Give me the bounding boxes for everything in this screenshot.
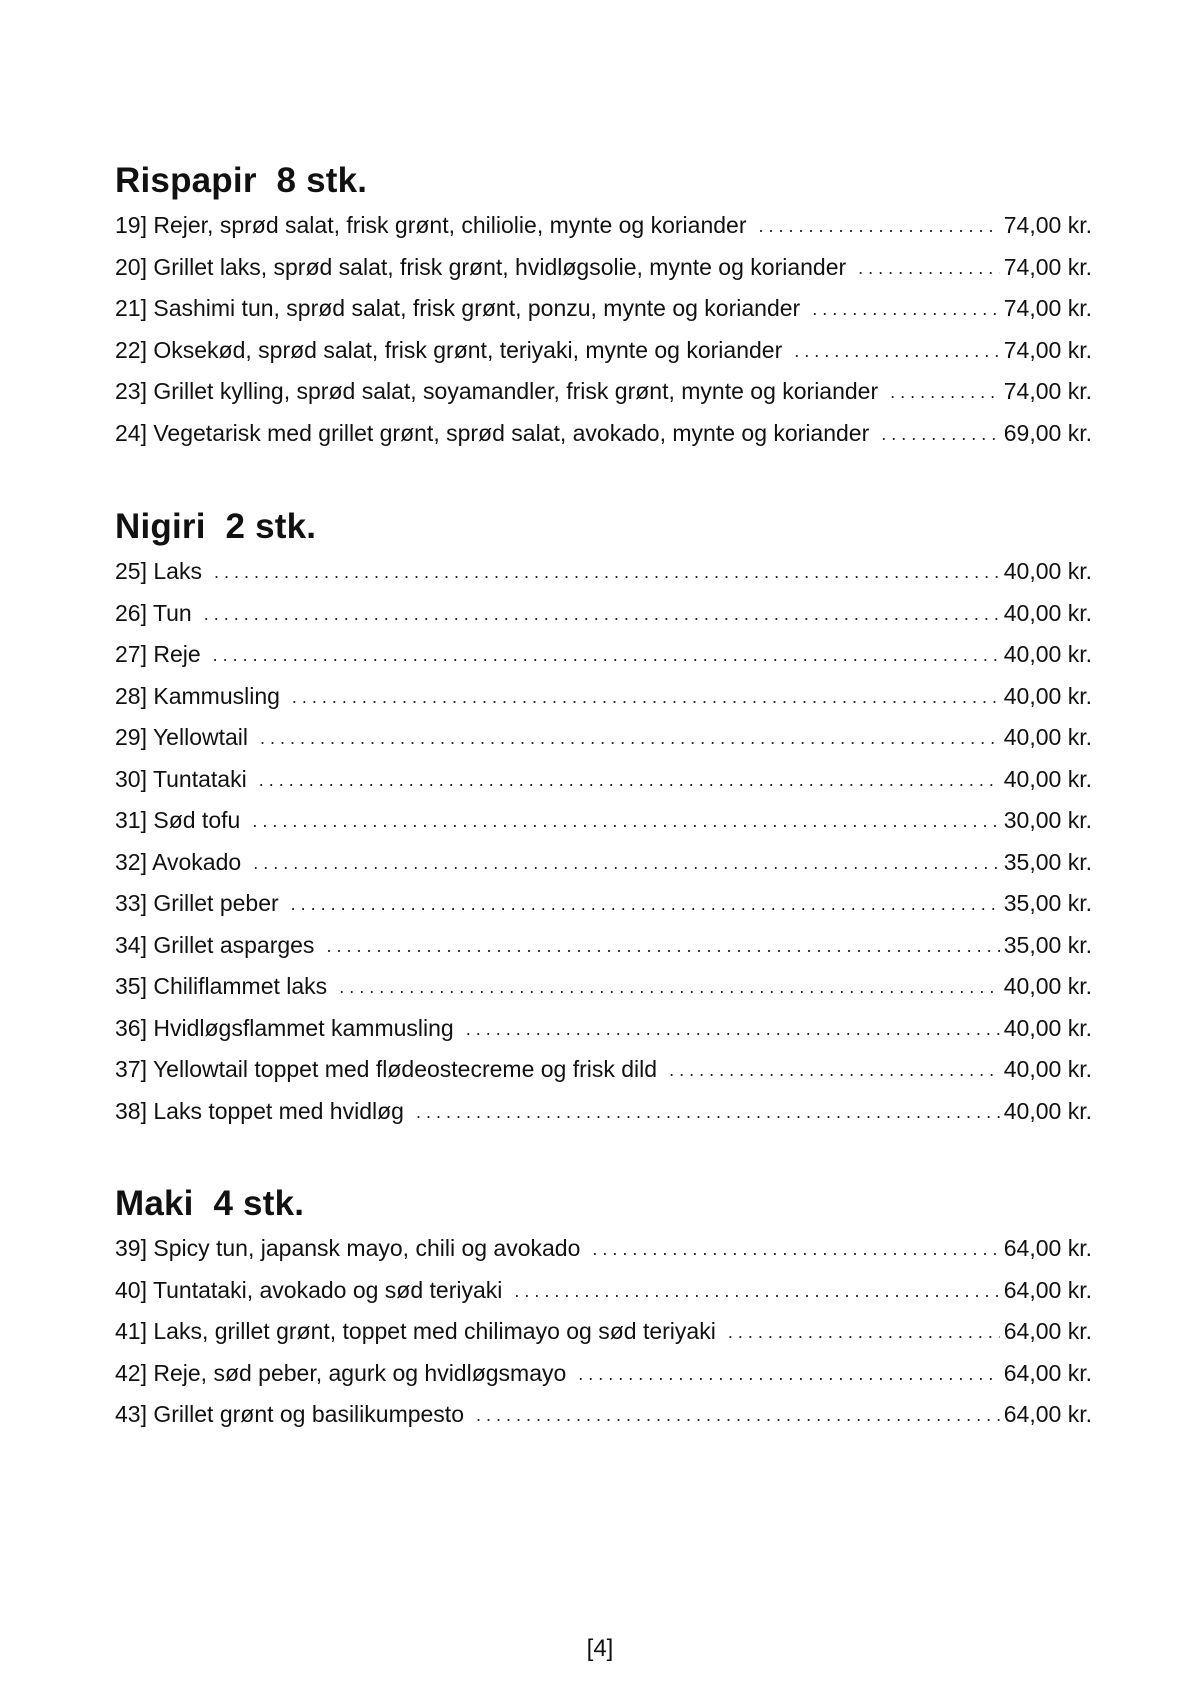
section-nigiri [115,503,1092,1132]
item-list [115,1228,1092,1436]
menu-item [115,717,1092,759]
item-name: 21] Sashimi tun, sprød salat, frisk grønt, ponzu, mynte og koriander [115,295,801,321]
item-name: 39] Spicy tun, japansk mayo, chili og avokado [115,1235,581,1261]
section-title: Maki 4 stk. [115,1184,305,1223]
dot-leader [794,331,1000,373]
menu-item [115,371,1092,413]
item-price: 74,00 kr. [1003,378,1092,404]
menu-item [115,925,1092,967]
item-name: 22] Oksekød, sprød salat, frisk grønt, teriyaki, mynte og koriander [115,336,783,363]
dot-leader [260,718,1000,760]
dot-leader [252,801,999,843]
item-price: 40,00 kr. [1003,1097,1092,1124]
section-title: Nigiri 2 stk. [115,507,317,546]
item-name: 42] Reje, sød peber, agurk og hvidløgsmayo [115,1359,567,1386]
section-title: Rispapir 8 stk. [115,161,368,200]
menu-item [115,330,1092,372]
item-name: 27] Reje [115,641,201,667]
item-name: 30] Tuntataki [115,765,247,792]
menu-item [115,1091,1092,1133]
menu-item [115,634,1092,676]
item-name: 38] Laks toppet med hvidløg [115,1097,404,1124]
item-name: 28] Kammusling [115,682,280,709]
item-price: 30,00 kr. [1003,807,1092,833]
menu-item [115,1008,1092,1050]
dot-leader [253,843,1000,885]
item-name: 26] Tun [115,599,192,626]
item-price: 35,00 kr. [1003,931,1092,958]
item-price: 74,00 kr. [1003,336,1092,363]
dot-leader [291,884,1000,926]
menu-item [115,966,1092,1008]
dot-leader [881,414,1000,456]
item-price: 74,00 kr. [1003,212,1092,238]
dot-leader [758,206,999,248]
dot-leader [890,372,1000,414]
menu-item [115,1270,1092,1312]
menu-item [115,205,1092,247]
dot-leader [213,635,1000,677]
menu-item [115,413,1092,455]
item-name: 29] Yellowtail [115,724,248,750]
item-price: 40,00 kr. [1003,599,1092,626]
item-name: 24] Vegetarisk med grillet grønt, sprød salat, avokado, mynte og koriander [115,419,870,446]
item-name: 40] Tuntataki, avokado og sød teriyaki [115,1276,503,1303]
dot-leader [339,967,1000,1009]
item-price: 40,00 kr. [1003,682,1092,709]
item-name: 19] Rejer, sprød salat, frisk grønt, chiliolie, mynte og koriander [115,212,747,238]
menu-item [115,842,1092,884]
item-price: 64,00 kr. [1003,1276,1092,1303]
menu-item [115,1353,1092,1395]
dot-leader [728,1312,1000,1354]
dot-leader [326,926,999,968]
item-price: 74,00 kr. [1003,295,1092,321]
menu-item [115,1394,1092,1436]
item-name: 36] Hvidløgsflammet kammusling [115,1014,454,1041]
item-price: 64,00 kr. [1003,1318,1092,1344]
section-maki [115,1180,1092,1436]
item-name: 31] Sød tofu [115,807,241,833]
item-price: 64,00 kr. [1003,1401,1092,1427]
item-price: 40,00 kr. [1003,1014,1092,1041]
item-name: 37] Yellowtail toppet med flødeostecreme og frisk dild [115,1056,658,1082]
item-price: 40,00 kr. [1003,724,1092,750]
menu-item [115,247,1092,289]
item-price: 40,00 kr. [1003,641,1092,667]
item-name: 32] Avokado [115,848,242,875]
menu-item [115,883,1092,925]
dot-leader [812,289,1000,331]
item-name: 41] Laks, grillet grønt, toppet med chilimayo og sød teriyaki [115,1318,716,1344]
menu-item [115,676,1092,718]
item-price: 74,00 kr. [1003,253,1092,280]
dot-leader [578,1354,999,1396]
item-price: 64,00 kr. [1003,1359,1092,1386]
menu-item [115,800,1092,842]
item-name: 25] Laks [115,558,202,584]
dot-leader [416,1092,1000,1134]
menu-item [115,288,1092,330]
dot-leader [259,760,1000,802]
item-price: 64,00 kr. [1003,1235,1092,1261]
menu-item [115,1049,1092,1091]
item-name: 33] Grillet peber [115,890,279,916]
item-price: 40,00 kr. [1003,558,1092,584]
item-name: 23] Grillet kylling, sprød salat, soyamandler, frisk grønt, mynte og koriander [115,378,879,404]
item-price: 40,00 kr. [1003,765,1092,792]
menu-item [115,593,1092,635]
section-rispapir [115,157,1092,454]
item-list [115,205,1092,454]
item-name: 43] Grillet grønt og basilikumpesto [115,1401,464,1427]
dot-leader [466,1009,1000,1051]
item-name: 34] Grillet asparges [115,931,315,958]
dot-leader [214,552,1000,594]
menu-item [115,551,1092,593]
item-list [115,551,1092,1132]
menu-item [115,1311,1092,1353]
dot-leader [476,1395,1000,1437]
item-price: 35,00 kr. [1003,848,1092,875]
dot-leader [669,1050,1000,1092]
menu-item [115,759,1092,801]
dot-leader [292,677,1000,719]
item-price: 69,00 kr. [1003,419,1092,446]
page-number: [4] [586,1635,614,1662]
dot-leader [514,1271,999,1313]
dot-leader [592,1229,999,1271]
dot-leader [204,594,1000,636]
item-price: 40,00 kr. [1003,1056,1092,1082]
item-price: 35,00 kr. [1003,890,1092,916]
dot-leader [858,248,1000,290]
menu-item [115,1228,1092,1270]
item-name: 35] Chiliflammet laks [115,973,328,999]
item-name: 20] Grillet laks, sprød salat, frisk grønt, hvidløgsolie, mynte og koriander [115,253,847,280]
item-price: 40,00 kr. [1003,973,1092,999]
